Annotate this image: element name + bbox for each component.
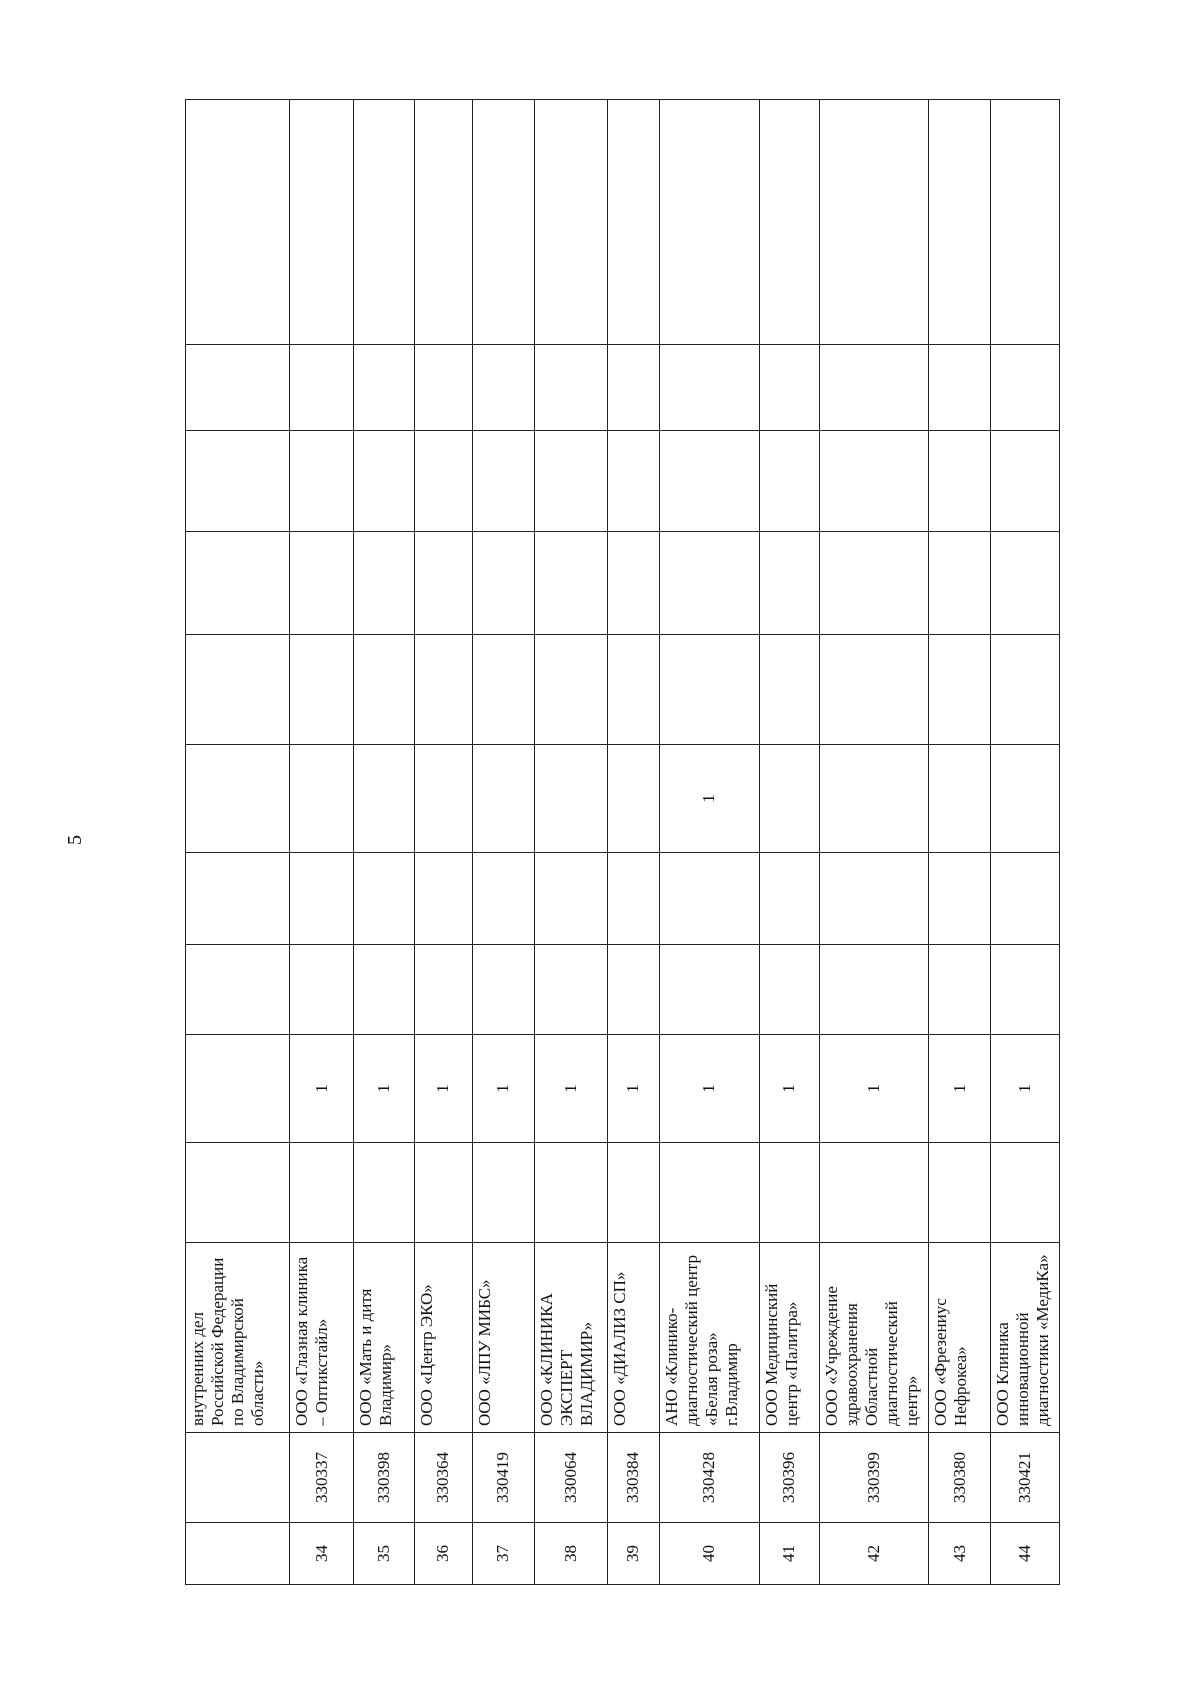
value-cell (991, 745, 1060, 853)
org-code-cell: 330380 (928, 1433, 990, 1523)
table-row (659, 100, 759, 1585)
value-cell (928, 635, 990, 745)
value-cell (819, 345, 928, 431)
org-name-cell: ООО Медицинский центр «Палитра» (759, 1243, 819, 1433)
registry-table-wrapper (185, 100, 1060, 1585)
value-cell (186, 431, 290, 532)
value-cell: 1 (607, 1035, 659, 1143)
value-cell (991, 431, 1060, 532)
value-cell (414, 345, 472, 431)
value-cell (991, 945, 1060, 1035)
value-cell (186, 345, 290, 431)
value-cell (819, 532, 928, 635)
org-name-cell: ООО «ДИАЛИЗ СП» (607, 1243, 659, 1433)
table-body (186, 100, 1060, 1585)
value-cell: 1 (991, 1035, 1060, 1143)
row-number-cell: 41 (759, 1523, 819, 1585)
org-code-cell: 330364 (414, 1433, 472, 1523)
row-number-cell (186, 1523, 290, 1585)
org-name-cell: АНО «Клинико-диагностический центр «Белая роза» г.Владимир (659, 1243, 759, 1433)
value-cell: 1 (659, 1035, 759, 1143)
value-cell (414, 635, 472, 745)
table-row (414, 100, 472, 1585)
org-name-cell: ООО «Глазная клиника – Оптикстайл» (289, 1243, 353, 1433)
table-row (186, 100, 290, 1585)
empty-cell (186, 100, 290, 345)
empty-cell (354, 100, 414, 345)
value-cell (354, 635, 414, 745)
registry-table (185, 99, 1060, 1585)
empty-cell (607, 100, 659, 345)
value-cell (991, 532, 1060, 635)
value-cell (659, 431, 759, 532)
value-cell (289, 1143, 353, 1243)
value-cell: 1 (535, 1035, 608, 1143)
value-cell (607, 1143, 659, 1243)
row-number-cell: 35 (354, 1523, 414, 1585)
value-cell (354, 853, 414, 945)
empty-cell (819, 100, 928, 345)
row-number-cell: 36 (414, 1523, 472, 1585)
row-number-cell: 39 (607, 1523, 659, 1585)
empty-cell (472, 100, 534, 345)
value-cell (354, 345, 414, 431)
org-name-cell: внутренних дел Российской Федерации по Владимирской области» (186, 1243, 290, 1433)
value-cell (186, 945, 290, 1035)
value-cell (759, 1143, 819, 1243)
value-cell (472, 853, 534, 945)
value-cell: 1 (659, 745, 759, 853)
org-code-cell: 330064 (535, 1433, 608, 1523)
value-cell (819, 431, 928, 532)
org-name-cell: ООО Клиника инновационной диагностики «МедиКа» (991, 1243, 1060, 1433)
table-row (928, 100, 990, 1585)
value-cell (991, 635, 1060, 745)
empty-cell (759, 100, 819, 345)
empty-cell (991, 100, 1060, 345)
value-cell (928, 1143, 990, 1243)
value-cell (928, 345, 990, 431)
value-cell: 1 (819, 1035, 928, 1143)
org-name-cell: ООО «КЛИНИКА ЭКСПЕРТ ВЛАДИМИР» (535, 1243, 608, 1433)
table-row (354, 100, 414, 1585)
value-cell (472, 745, 534, 853)
value-cell (354, 532, 414, 635)
value-cell: 1 (472, 1035, 534, 1143)
value-cell: 1 (928, 1035, 990, 1143)
value-cell (991, 345, 1060, 431)
value-cell (535, 1143, 608, 1243)
row-number-cell: 42 (819, 1523, 928, 1585)
value-cell (414, 532, 472, 635)
row-number-cell: 44 (991, 1523, 1060, 1585)
table-row (759, 100, 819, 1585)
org-code-cell: 330396 (759, 1433, 819, 1523)
value-cell (991, 853, 1060, 945)
value-cell (759, 635, 819, 745)
value-cell (819, 1143, 928, 1243)
value-cell (472, 1143, 534, 1243)
value-cell (607, 532, 659, 635)
table-row (289, 100, 353, 1585)
value-cell (659, 1143, 759, 1243)
value-cell (186, 853, 290, 945)
table-row (607, 100, 659, 1585)
value-cell (607, 431, 659, 532)
empty-cell (535, 100, 608, 345)
value-cell (759, 853, 819, 945)
row-number-cell: 37 (472, 1523, 534, 1585)
org-name-cell: ООО «ЛПУ МИБС» (472, 1243, 534, 1433)
value-cell (607, 345, 659, 431)
value-cell (535, 431, 608, 532)
org-name-cell: ООО «Учреждение здравоохранения Областной диагностический центр» (819, 1243, 928, 1433)
org-code-cell: 330428 (659, 1433, 759, 1523)
org-name-cell: ООО «Фрезениус Нефрокеа» (928, 1243, 990, 1433)
value-cell (659, 532, 759, 635)
value-cell (535, 745, 608, 853)
value-cell (759, 431, 819, 532)
table-row (819, 100, 928, 1585)
value-cell (414, 745, 472, 853)
value-cell (289, 431, 353, 532)
value-cell (289, 945, 353, 1035)
value-cell (472, 345, 534, 431)
table-row (991, 100, 1060, 1585)
org-code-cell: 330337 (289, 1433, 353, 1523)
value-cell (472, 635, 534, 745)
value-cell (607, 635, 659, 745)
value-cell (607, 745, 659, 853)
value-cell (472, 945, 534, 1035)
value-cell (659, 945, 759, 1035)
value-cell (928, 945, 990, 1035)
empty-cell (659, 100, 759, 345)
value-cell (928, 745, 990, 853)
value-cell (289, 745, 353, 853)
table-row (535, 100, 608, 1585)
value-cell (414, 1143, 472, 1243)
value-cell (659, 853, 759, 945)
row-number-cell: 34 (289, 1523, 353, 1585)
value-cell (759, 532, 819, 635)
value-cell: 1 (289, 1035, 353, 1143)
value-cell (759, 345, 819, 431)
value-cell (414, 945, 472, 1035)
row-number-cell: 40 (659, 1523, 759, 1585)
value-cell (354, 431, 414, 532)
org-code-cell: 330399 (819, 1433, 928, 1523)
value-cell (472, 431, 534, 532)
empty-cell (928, 100, 990, 345)
value-cell (819, 945, 928, 1035)
value-cell (414, 431, 472, 532)
value-cell (354, 1143, 414, 1243)
value-cell (535, 635, 608, 745)
row-number-cell: 38 (535, 1523, 608, 1585)
value-cell (289, 853, 353, 945)
value-cell (659, 345, 759, 431)
value-cell (186, 745, 290, 853)
org-code-cell: 330384 (607, 1433, 659, 1523)
value-cell (759, 745, 819, 853)
value-cell (535, 853, 608, 945)
org-code-cell: 330419 (472, 1433, 534, 1523)
value-cell (472, 532, 534, 635)
value-cell (928, 532, 990, 635)
value-cell: 1 (759, 1035, 819, 1143)
value-cell (289, 532, 353, 635)
value-cell (659, 635, 759, 745)
value-cell: 1 (354, 1035, 414, 1143)
value-cell (819, 635, 928, 745)
value-cell (928, 431, 990, 532)
table-row (472, 100, 534, 1585)
empty-cell (289, 100, 353, 345)
value-cell (991, 1143, 1060, 1243)
value-cell (289, 345, 353, 431)
value-cell (607, 853, 659, 945)
value-cell (186, 635, 290, 745)
value-cell (535, 945, 608, 1035)
empty-cell (414, 100, 472, 345)
value-cell (928, 853, 990, 945)
org-code-cell (186, 1433, 290, 1523)
value-cell (354, 945, 414, 1035)
value-cell (607, 945, 659, 1035)
value-cell (354, 745, 414, 853)
row-number-cell: 43 (928, 1523, 990, 1585)
value-cell (186, 1143, 290, 1243)
value-cell (759, 945, 819, 1035)
org-name-cell: ООО «Мать и дитя Владимир» (354, 1243, 414, 1433)
value-cell (819, 853, 928, 945)
value-cell (819, 745, 928, 853)
value-cell (535, 345, 608, 431)
org-code-cell: 330398 (354, 1433, 414, 1523)
org-code-cell: 330421 (991, 1433, 1060, 1523)
page-number: 5 (64, 835, 86, 845)
value-cell (186, 1035, 290, 1143)
value-cell: 1 (414, 1035, 472, 1143)
value-cell (289, 635, 353, 745)
value-cell (414, 853, 472, 945)
value-cell (186, 532, 290, 635)
value-cell (535, 532, 608, 635)
org-name-cell: ООО «Центр ЭКО» (414, 1243, 472, 1433)
